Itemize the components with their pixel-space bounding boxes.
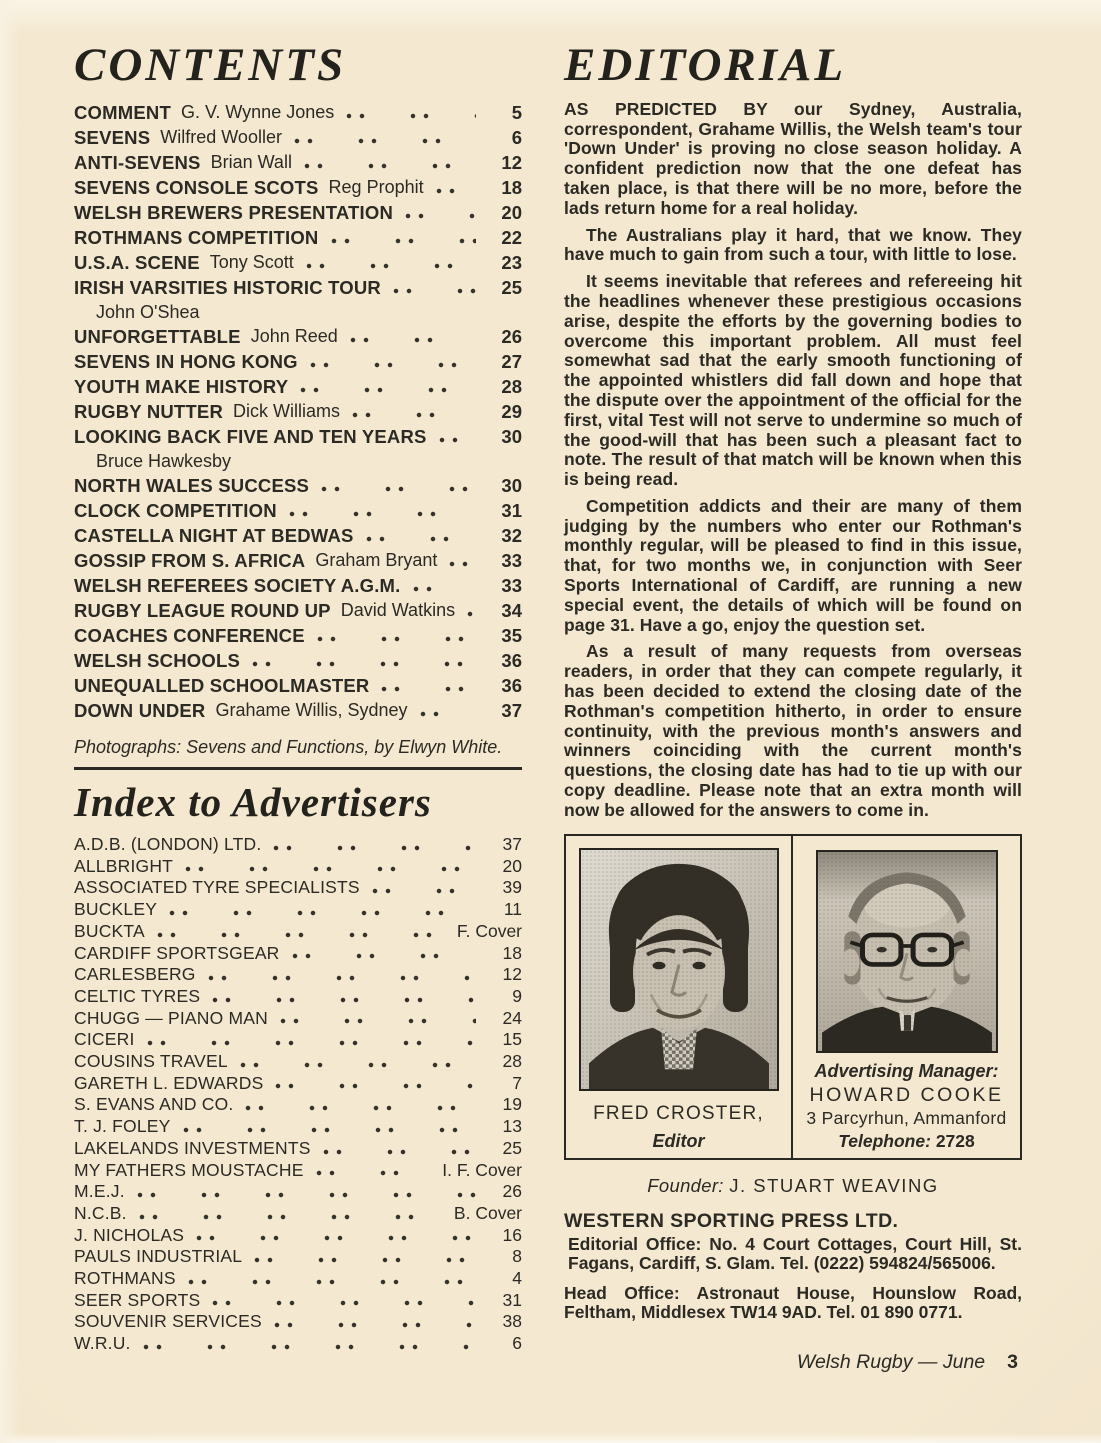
toc-article-title: SEVENS bbox=[74, 126, 151, 148]
toc-page-number: 36 bbox=[501, 649, 522, 671]
toc-row bbox=[74, 349, 522, 374]
dot-leader bbox=[436, 188, 476, 194]
dot-leader bbox=[208, 975, 476, 981]
advertiser-name: ROTHMANS bbox=[74, 1268, 176, 1289]
advertiser-name: BUCKTA bbox=[74, 920, 145, 941]
dot-leader bbox=[169, 910, 476, 916]
dot-leader bbox=[240, 1062, 476, 1068]
toc-page-number: 31 bbox=[501, 499, 522, 521]
dot-leader bbox=[306, 263, 476, 269]
advertiser-page-number: 15 bbox=[502, 1029, 522, 1050]
advertiser-name: CICERI bbox=[74, 1029, 135, 1050]
dot-leader bbox=[350, 337, 476, 343]
dot-leader bbox=[196, 1235, 476, 1241]
toc-article-author: G. V. Wynne Jones bbox=[180, 101, 335, 122]
dot-leader bbox=[300, 387, 476, 393]
dot-leader bbox=[183, 1127, 476, 1133]
dot-leader bbox=[449, 561, 476, 567]
contents-list bbox=[74, 100, 522, 723]
toc-row bbox=[74, 324, 522, 349]
editor-portrait-illustration bbox=[581, 850, 777, 1089]
advertiser-name: J. NICHOLAS bbox=[74, 1224, 185, 1245]
magazine-issue-label: Welsh Rugby — June bbox=[796, 1351, 986, 1374]
advertiser-page-number: 25 bbox=[502, 1137, 522, 1158]
editorial-paragraph: As a result of many requests from overseas readers, in order that they can compete regularly, it has been decided to extend the closing date of the Rothman's competition hitherto, in order to ensure continuity, with the previous month's answers and winners coinciding with the current month's questions, the closing date has had to tie up with our copy deadline. Please note that an extra month will now be allowed for the answers to come in. bbox=[564, 641, 1022, 820]
toc-row bbox=[74, 275, 522, 300]
dot-leader bbox=[280, 1018, 476, 1024]
advertiser-page-number: 19 bbox=[502, 1094, 522, 1115]
advertiser-page-number: 39 bbox=[502, 877, 522, 898]
advertiser-page-number: 8 bbox=[512, 1246, 522, 1267]
dot-leader bbox=[139, 1214, 446, 1220]
advertiser-row bbox=[74, 1225, 522, 1247]
phone-number: 2728 bbox=[935, 1130, 975, 1151]
toc-row bbox=[74, 498, 522, 523]
dot-leader bbox=[274, 1322, 476, 1328]
toc-article-title: CLOCK COMPETITION bbox=[74, 499, 277, 521]
advertiser-name: CHUGG — PIANO MAN bbox=[74, 1007, 268, 1028]
advertising-manager-role: Advertising Manager: bbox=[814, 1060, 999, 1081]
editorial-column bbox=[564, 40, 1022, 1374]
editorial-paragraph: The Australians play it hard, that we know. They have much to gain from such a tour, with little to lose. bbox=[564, 224, 1022, 265]
dot-leader bbox=[420, 711, 476, 717]
toc-row bbox=[74, 200, 522, 225]
toc-article-title: WELSH BREWERS PRESENTATION bbox=[74, 201, 394, 223]
editor-role: Editor bbox=[652, 1130, 705, 1151]
advertisers-list bbox=[74, 834, 522, 1355]
toc-article-author: Tony Scott bbox=[209, 251, 294, 272]
toc-article-title: ANTI-SEVENS bbox=[74, 151, 201, 173]
editorial-office-address: Editorial Office: No. 4 Court Cottages, Court Hill, St. Fagans, Cardiff, S. Glam. Tel. (0222) 594824/565006. bbox=[568, 1233, 1022, 1274]
dot-leader bbox=[393, 288, 476, 294]
advertiser-name: SEER SPORTS bbox=[74, 1289, 201, 1310]
advertiser-name: CELTIC TYRES bbox=[74, 985, 201, 1006]
toc-page-number: 18 bbox=[501, 176, 522, 198]
advertiser-row bbox=[74, 943, 522, 965]
advertiser-name: ALLBRIGHT bbox=[74, 855, 174, 876]
advertiser-page-number: I. F. Cover bbox=[442, 1159, 522, 1180]
toc-article-title: YOUTH MAKE HISTORY bbox=[74, 375, 289, 397]
advertiser-name: A.D.B. (LONDON) LTD. bbox=[74, 834, 262, 855]
advertising-manager-photo bbox=[816, 850, 998, 1053]
toc-page-number: 22 bbox=[501, 226, 522, 248]
toc-page-number: 28 bbox=[501, 375, 522, 397]
advertiser-page-number: 31 bbox=[502, 1289, 522, 1310]
toc-row bbox=[74, 623, 522, 648]
toc-article-author: Dick Williams bbox=[233, 400, 341, 421]
advertiser-name: W.R.U. bbox=[74, 1333, 131, 1354]
toc-row bbox=[74, 399, 522, 424]
founder-name: J. STUART WEAVING bbox=[729, 1174, 939, 1196]
toc-article-title: COACHES CONFERENCE bbox=[74, 624, 305, 646]
advertiser-page-number: 24 bbox=[502, 1007, 522, 1028]
toc-article-title: U.S.A. SCENE bbox=[74, 251, 200, 273]
advertiser-page-number: 9 bbox=[512, 985, 522, 1006]
toc-article-title: RUGBY NUTTER bbox=[74, 400, 224, 422]
dot-leader bbox=[143, 1344, 476, 1350]
toc-article-author: Wilfred Wooller bbox=[160, 126, 282, 147]
advertiser-name: COUSINS TRAVEL bbox=[74, 1051, 228, 1072]
toc-page-number: 30 bbox=[501, 474, 522, 496]
dot-leader bbox=[321, 486, 476, 492]
advertiser-page-number: 28 bbox=[502, 1051, 522, 1072]
advertiser-page-number: 16 bbox=[502, 1224, 522, 1245]
editor-name: FRED CROSTER, bbox=[593, 1102, 764, 1124]
toc-row bbox=[74, 125, 522, 150]
toc-article-title: CASTELLA NIGHT AT BEDWAS bbox=[74, 524, 354, 546]
advertiser-row bbox=[74, 1051, 522, 1073]
advertisers-title: Index to Advertisers bbox=[74, 778, 432, 825]
page-footer bbox=[564, 1351, 1022, 1374]
advertiser-row bbox=[74, 1333, 522, 1355]
dot-leader bbox=[294, 138, 476, 144]
advertiser-name: BUCKLEY bbox=[74, 899, 158, 920]
advertiser-name: CARLESBERG bbox=[74, 964, 196, 985]
toc-page-number: 25 bbox=[501, 276, 522, 298]
toc-page-number: 29 bbox=[501, 400, 522, 422]
founder-line bbox=[564, 1175, 1022, 1197]
advertiser-page-number: 6 bbox=[512, 1333, 522, 1354]
toc-row bbox=[74, 424, 522, 449]
advertiser-name: CARDIFF SPORTSGEAR bbox=[74, 942, 280, 963]
toc-article-subauthor: John O'Shea bbox=[96, 301, 200, 322]
advertiser-name: N.C.B. bbox=[74, 1202, 127, 1223]
toc-row bbox=[74, 573, 522, 598]
advertiser-page-number: 37 bbox=[502, 834, 522, 855]
dot-leader bbox=[157, 932, 449, 938]
toc-row bbox=[74, 225, 522, 250]
advertiser-name: M.E.J. bbox=[74, 1181, 125, 1202]
advertiser-row bbox=[74, 1160, 522, 1182]
dot-leader bbox=[405, 213, 476, 219]
advertiser-name: T. J. FOLEY bbox=[74, 1116, 171, 1137]
advertiser-row bbox=[74, 899, 522, 921]
toc-row bbox=[74, 648, 522, 673]
toc-page-number: 5 bbox=[511, 101, 522, 123]
advertiser-row bbox=[74, 1290, 522, 1312]
advertising-manager-panel bbox=[793, 836, 1020, 1158]
editorial-title: EDITORIAL bbox=[564, 39, 847, 91]
staff-photo-box bbox=[564, 834, 1022, 1160]
toc-article-title: WELSH REFEREES SOCIETY A.G.M. bbox=[74, 574, 401, 596]
toc-article-title: IRISH VARSITIES HISTORIC TOUR bbox=[74, 276, 381, 298]
toc-article-title: UNEQUALLED SCHOOLMASTER bbox=[74, 674, 370, 696]
advertiser-row bbox=[74, 834, 522, 856]
dot-leader bbox=[275, 1083, 476, 1089]
toc-row bbox=[74, 175, 522, 200]
toc-page-number: 6 bbox=[511, 126, 522, 148]
advertiser-name: LAKELANDS INVESTMENTS bbox=[74, 1137, 311, 1158]
advertiser-row bbox=[74, 1311, 522, 1333]
advertiser-row bbox=[74, 1203, 522, 1225]
advertiser-name: MY FATHERS MOUSTACHE bbox=[74, 1159, 304, 1180]
dot-leader bbox=[273, 845, 476, 851]
dot-leader bbox=[467, 611, 476, 617]
advertiser-page-number: 13 bbox=[502, 1116, 522, 1137]
toc-row bbox=[74, 598, 522, 623]
advertiser-name: GARETH L. EDWARDS bbox=[74, 1072, 264, 1093]
editorial-body bbox=[564, 100, 1022, 821]
toc-article-title: UNFORGETTABLE bbox=[74, 325, 241, 347]
advertiser-row bbox=[74, 1073, 522, 1095]
advertising-manager-phone bbox=[838, 1131, 975, 1152]
dot-leader bbox=[323, 1149, 476, 1155]
toc-page-number: 23 bbox=[501, 251, 522, 273]
editorial-paragraph: Competition addicts and their are many of them judging by the numbers who enter our Rothman's monthly regular, will be pleased to find in this issue, that, for two months we, in conjunction with Seer Sports International of Cardiff, are running a new special event, the details of which will be found on page 31. Have a go, enjoy the question set. bbox=[564, 495, 1022, 635]
advertiser-page-number: 12 bbox=[502, 964, 522, 985]
toc-page-number: 26 bbox=[501, 325, 522, 347]
advertiser-row bbox=[74, 1116, 522, 1138]
editorial-paragraph: It seems inevitable that referees and refereeing hit the headlines whenever these prestigious occasions arise, despite the efforts by the governing bodies to overcome this important problem. All must feel somewhat sad that the early smooth functioning of the appointed whistlers did fall down and hope that the dispute over the appointment of the official for the first, vital Test will not serve to undermine so much of the good-will that has been such a pleasant fact to note. The result of that match will be known when this is being read. bbox=[564, 271, 1022, 490]
toc-article-title: DOWN UNDER bbox=[74, 699, 206, 721]
toc-article-title: ROTHMANS COMPETITION bbox=[74, 226, 319, 248]
toc-row bbox=[74, 698, 522, 723]
advertiser-row bbox=[74, 877, 522, 899]
editor-panel bbox=[566, 836, 793, 1158]
toc-article-author: David Watkins bbox=[340, 599, 456, 620]
toc-row bbox=[74, 523, 522, 548]
advertiser-name: PAULS INDUSTRIAL bbox=[74, 1246, 243, 1267]
advertiser-row bbox=[74, 1268, 522, 1290]
advertiser-page-number: 26 bbox=[502, 1181, 522, 1202]
toc-article-title: SEVENS IN HONG KONG bbox=[74, 350, 298, 372]
advertiser-page-number: 38 bbox=[502, 1311, 522, 1332]
toc-article-author: Graham Bryant bbox=[315, 549, 438, 570]
contents-title: CONTENTS bbox=[74, 39, 347, 91]
toc-page-number: 27 bbox=[501, 350, 522, 372]
toc-page-number: 33 bbox=[501, 549, 522, 571]
dot-leader bbox=[310, 362, 476, 368]
advertiser-row bbox=[74, 1008, 522, 1030]
dot-leader bbox=[292, 953, 476, 959]
dot-leader bbox=[304, 163, 476, 169]
divider-rule bbox=[74, 767, 522, 770]
advertiser-name: SOUVENIR SERVICES bbox=[74, 1311, 262, 1332]
advertiser-name: ASSOCIATED TYRE SPECIALISTS bbox=[74, 877, 360, 898]
dot-leader bbox=[317, 636, 476, 642]
dot-leader bbox=[188, 1279, 476, 1285]
toc-article-title: WELSH SCHOOLS bbox=[74, 649, 241, 671]
advertiser-page-number: B. Cover bbox=[453, 1202, 522, 1223]
toc-page-number: 20 bbox=[501, 201, 522, 223]
dot-leader bbox=[212, 997, 476, 1003]
page-number: 3 bbox=[1007, 1351, 1018, 1374]
toc-article-author: John Reed bbox=[250, 325, 338, 346]
advertiser-page-number: F. Cover bbox=[456, 920, 522, 941]
dot-leader bbox=[331, 238, 477, 244]
phone-label: Telephone: bbox=[838, 1130, 931, 1151]
editorial-paragraph: AS PREDICTED BY our Sydney, Australia, correspondent, Grahame Willis, the Welsh team's tour 'Down Under' is proving no close season holiday. A confident prediction now that the one defeat has taken place, is that there will be no more, before the lads return home for a real holiday. bbox=[564, 98, 1022, 218]
dot-leader bbox=[316, 1170, 435, 1176]
toc-page-number: 30 bbox=[501, 425, 522, 447]
toc-article-author: Grahame Willis, Sydney bbox=[215, 699, 408, 720]
toc-row bbox=[74, 673, 522, 698]
dot-leader bbox=[439, 437, 476, 443]
advertising-manager-name: HOWARD COOKE bbox=[809, 1083, 1004, 1106]
contents-column bbox=[74, 40, 522, 1355]
advertiser-row bbox=[74, 1138, 522, 1160]
toc-page-number: 34 bbox=[501, 599, 522, 621]
advertiser-row bbox=[74, 1029, 522, 1051]
toc-article-title: GOSSIP FROM S. AFRICA bbox=[74, 549, 306, 571]
toc-page-number: 33 bbox=[501, 574, 522, 596]
advertising-manager-address: 3 Parcyrhun, Ammanford bbox=[806, 1107, 1007, 1128]
toc-row bbox=[74, 473, 522, 498]
dot-leader bbox=[185, 866, 476, 872]
toc-article-author: Reg Prophit bbox=[328, 176, 424, 197]
toc-article-title: RUGBY LEAGUE ROUND UP bbox=[74, 599, 331, 621]
dot-leader bbox=[245, 1105, 476, 1111]
head-office-address: Head Office: Astronaut House, Hounslow Road, Feltham, Middlesex TW14 9AD. Tel. 01 890 0771. bbox=[564, 1282, 1022, 1323]
advertiser-row bbox=[74, 921, 522, 943]
photo-credit: Photographs: Sevens and Functions, by Elwyn White. bbox=[74, 736, 503, 757]
editor-photo bbox=[579, 848, 779, 1091]
toc-row bbox=[74, 100, 522, 125]
toc-article-author: Brian Wall bbox=[210, 151, 292, 172]
advertiser-row bbox=[74, 856, 522, 878]
advertiser-row bbox=[74, 986, 522, 1008]
toc-article-title: COMMENT bbox=[74, 101, 171, 123]
dot-leader bbox=[147, 1040, 476, 1046]
dot-leader bbox=[346, 113, 476, 119]
toc-row bbox=[74, 150, 522, 175]
toc-article-title: LOOKING BACK FIVE AND TEN YEARS bbox=[74, 425, 427, 447]
toc-page-number: 37 bbox=[501, 699, 522, 721]
toc-page-number: 36 bbox=[501, 674, 522, 696]
dot-leader bbox=[289, 511, 476, 517]
toc-article-title: NORTH WALES SUCCESS bbox=[74, 474, 310, 496]
founder-label: Founder: bbox=[647, 1174, 724, 1196]
advertiser-row bbox=[74, 1181, 522, 1203]
advertiser-page-number: 11 bbox=[503, 899, 522, 920]
advertiser-row bbox=[74, 964, 522, 986]
advertiser-page-number: 7 bbox=[512, 1072, 522, 1093]
dot-leader bbox=[252, 661, 476, 667]
toc-page-number: 12 bbox=[501, 151, 522, 173]
dot-leader bbox=[352, 412, 476, 418]
dot-leader bbox=[366, 536, 476, 542]
advertiser-row bbox=[74, 1246, 522, 1268]
toc-row bbox=[74, 374, 522, 399]
dot-leader bbox=[372, 888, 476, 894]
toc-row bbox=[74, 250, 522, 275]
publisher-name: WESTERN SPORTING PRESS LTD. bbox=[564, 1209, 899, 1232]
advertiser-page-number: 20 bbox=[502, 855, 522, 876]
advertiser-page-number: 4 bbox=[512, 1268, 522, 1289]
advertiser-row bbox=[74, 1094, 522, 1116]
toc-row bbox=[74, 548, 522, 573]
advertiser-page-number: 18 bbox=[502, 942, 522, 963]
advertiser-name: S. EVANS AND CO. bbox=[74, 1094, 234, 1115]
toc-page-number: 35 bbox=[501, 624, 522, 646]
dot-leader bbox=[254, 1257, 476, 1263]
dot-leader bbox=[381, 686, 476, 692]
dot-leader bbox=[137, 1192, 476, 1198]
dot-leader bbox=[413, 586, 476, 592]
dot-leader bbox=[212, 1300, 476, 1306]
toc-page-number: 32 bbox=[501, 524, 522, 546]
toc-article-title: SEVENS CONSOLE SCOTS bbox=[74, 176, 319, 198]
toc-article-subauthor: Bruce Hawkesby bbox=[96, 450, 232, 471]
advertising-manager-portrait-illustration bbox=[818, 852, 996, 1051]
